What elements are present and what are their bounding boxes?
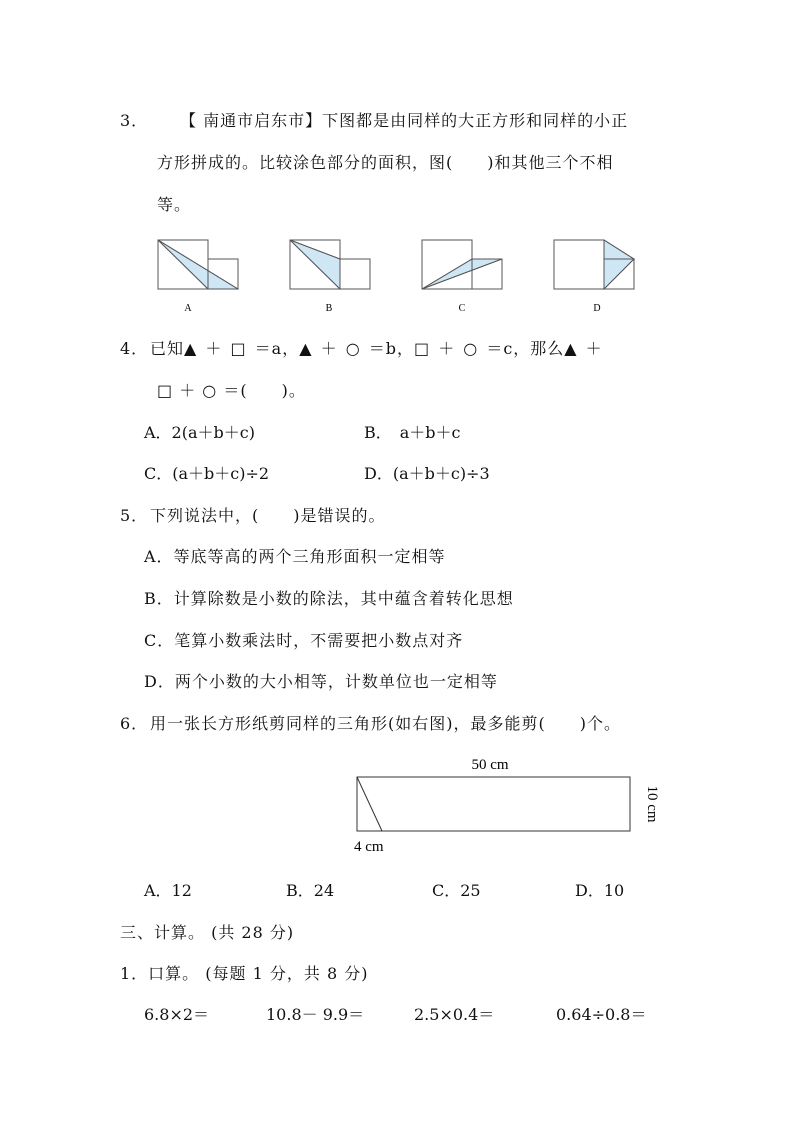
q4-number: 4． [120,339,149,358]
q4-option-d: D．(a＋b＋c)÷3 [364,464,490,483]
q5-number: 5． [120,506,149,525]
figure-a [158,240,238,314]
figure-d [554,240,634,314]
q6-option-c: C．25 [432,881,481,900]
base-label: 4 cm [354,839,384,855]
q5-stem: 下列说法中，( )是错误的。 [150,506,386,525]
figure-c [422,240,502,314]
q4-line2: □ ＋ ○ ＝( )。 [157,381,306,400]
triangle-cut-line [357,777,382,831]
figure-b-label: B [325,303,333,314]
q5-option-a: A．等底等高的两个三角形面积一定相等 [144,547,446,566]
q6-option-d: D．10 [575,881,625,900]
figure-c-label: C [458,303,466,314]
q5-option-d: D．两个小数的大小相等，计数单位也一定相等 [144,672,498,691]
length-label: 50 cm [471,757,509,773]
q4-option-a: A．2(a＋b＋c) [144,423,255,442]
section-3-sub1: 1．口算。 (每题 1 分，共 8 分) [120,964,369,983]
figure-d-label: D [593,303,601,314]
q6-figure [330,748,670,860]
width-label: 10 cm [644,785,660,823]
q6-option-b: B．24 [286,881,335,900]
paper-rectangle [357,777,630,831]
calc-item-4: 0.64÷0.8＝ [556,1005,647,1024]
q3-figures [150,232,650,322]
q4-line1: 已知▲ ＋ □ ＝a，▲ ＋ ○ ＝b，□ ＋ ○ ＝c，那么▲ ＋ [150,339,603,358]
calc-item-2: 10.8－ 9.9＝ [266,1005,365,1024]
calc-item-1: 6.8×2＝ [144,1005,210,1024]
figure-b [290,240,370,314]
q6-number: 6． [120,714,149,733]
q3-line3: 等。 [157,195,192,214]
q3-number: 3． [120,111,149,130]
calc-item-3: 2.5×0.4＝ [414,1005,495,1024]
q5-option-c: C．笔算小数乘法时，不需要把小数点对齐 [144,631,464,650]
figure-a-label: A [184,303,192,314]
q4-option-b: B． a＋b＋c [364,423,461,442]
q3-line2: 方形拼成的。比较涂色部分的面积，图( )和其他三个不相 [157,153,614,172]
q5-option-b: B．计算除数是小数的除法，其中蕴含着转化思想 [144,589,514,608]
q6-stem: 用一张长方形纸剪同样的三角形(如右图)，最多能剪( )个。 [150,714,621,733]
q3-line1: 【 南通市启东市】下图都是由同样的大正方形和同样的小正 [180,111,629,130]
section-3-title: 三、计算。 (共 28 分) [120,923,295,942]
q4-option-c: C．(a＋b＋c)÷2 [144,464,270,483]
q6-option-a: A．12 [144,881,192,900]
